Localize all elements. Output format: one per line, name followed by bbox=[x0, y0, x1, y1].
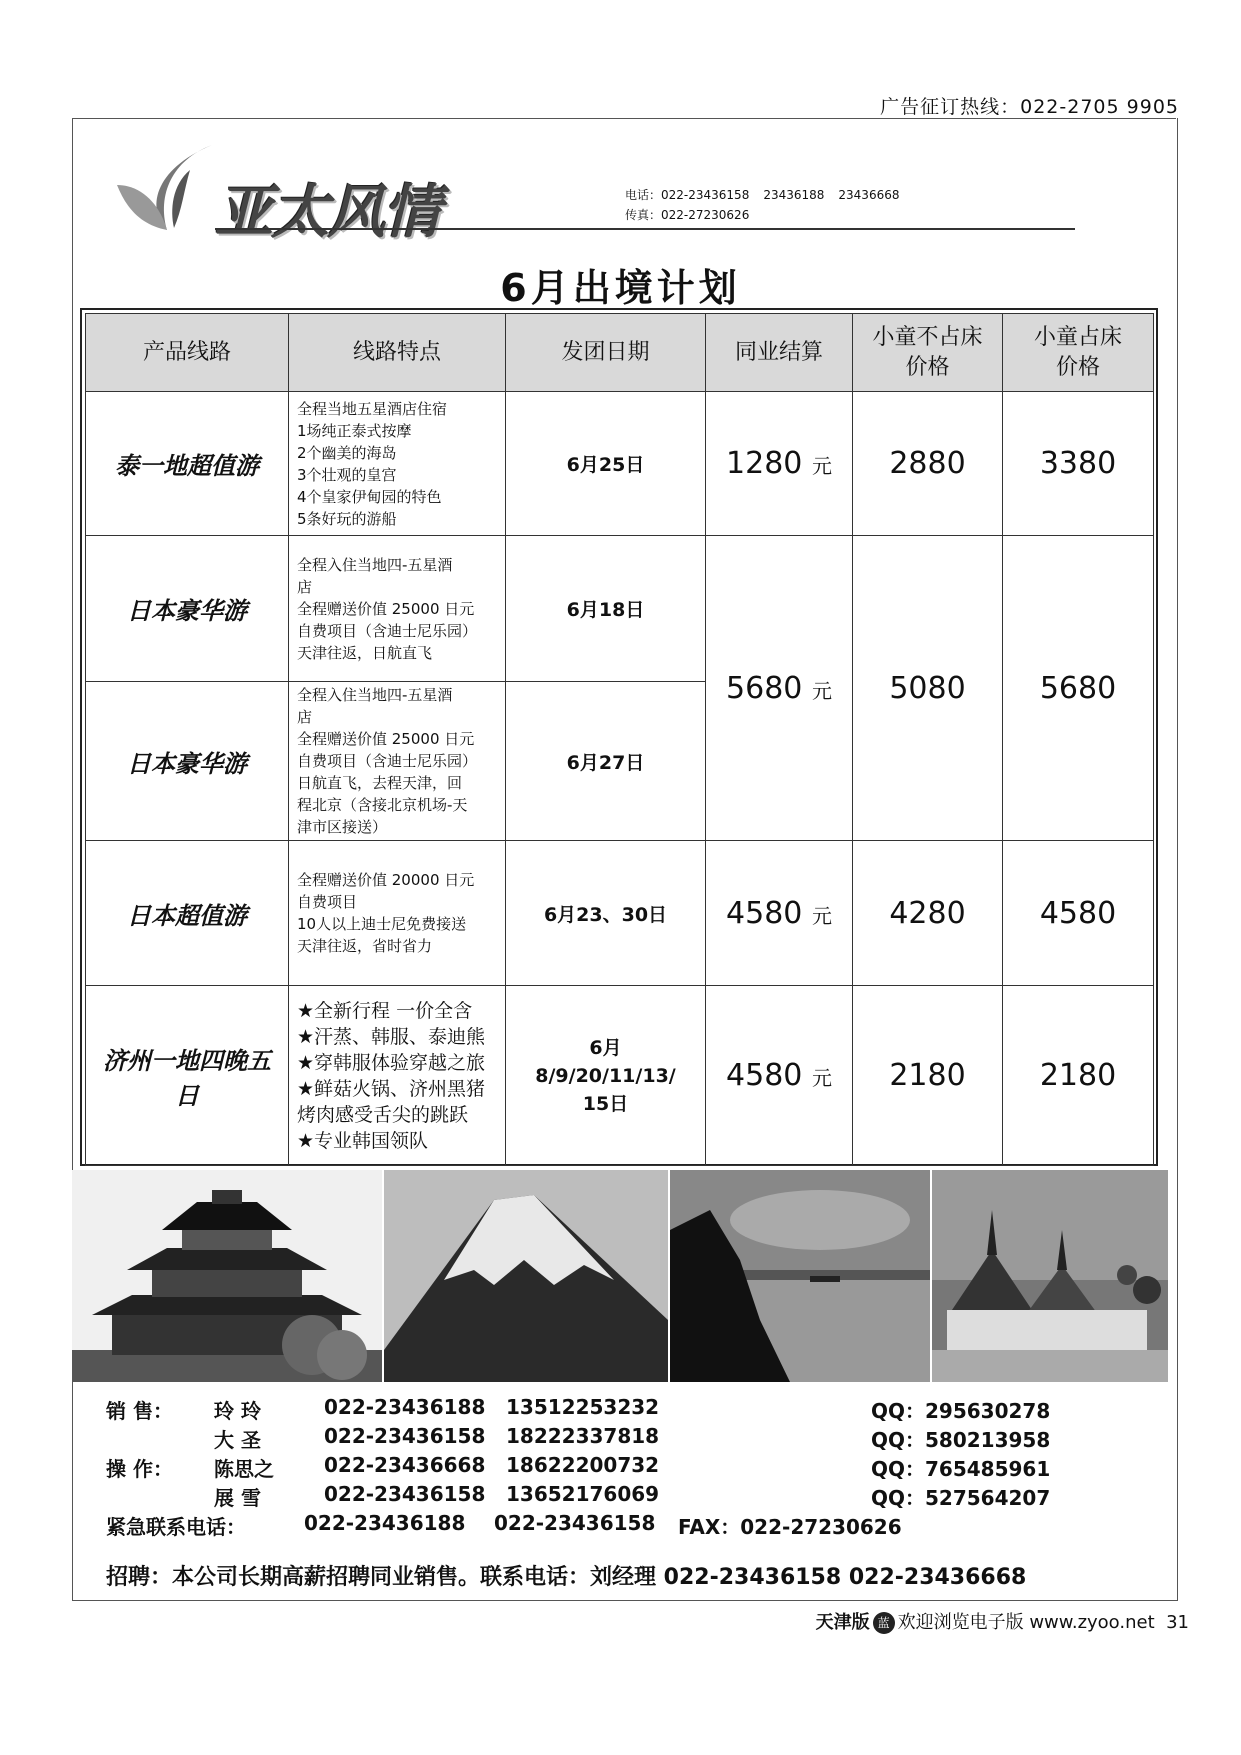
temple-icon bbox=[932, 1170, 1168, 1382]
contact-mobile: 13512253232 bbox=[506, 1395, 660, 1419]
feature-line: 全程当地五星酒店住宿 bbox=[297, 399, 448, 418]
feature-line: 全程赠送价值 25000 日元 bbox=[297, 730, 475, 748]
feature-line: 1场纯正泰式按摩 bbox=[297, 421, 412, 440]
emergency-label: 紧急联系电话： bbox=[106, 1515, 246, 1539]
temple-photo bbox=[932, 1170, 1168, 1382]
feature-line: 程北京（含接北京机场-天 bbox=[297, 796, 468, 814]
mountain-icon bbox=[384, 1170, 668, 1382]
contact-name: 大 圣 bbox=[214, 1428, 261, 1452]
price-value: 4580 bbox=[726, 1058, 803, 1093]
header-kid-no-bed: 小童不占床价格 bbox=[853, 314, 1003, 392]
kid-no-bed-price: 4280 bbox=[853, 841, 1003, 986]
departure-date: 6月23、30日 bbox=[506, 841, 706, 986]
contact-tel: 022-23436188 bbox=[324, 1395, 486, 1419]
contact-name: 展 雪 bbox=[214, 1486, 261, 1510]
header-date: 发团日期 bbox=[506, 314, 706, 392]
route-name: 泰一地超值游 bbox=[86, 392, 289, 536]
emergency-fax: FAX：022-27230626 bbox=[678, 1515, 902, 1539]
contact-qq: QQ：765485961 bbox=[871, 1457, 1051, 1481]
photo-strip bbox=[72, 1170, 1168, 1382]
feature-line: 全程赠送价值 25000 日元 bbox=[297, 599, 475, 618]
leaf-logo-icon bbox=[112, 140, 222, 235]
route-features bbox=[289, 986, 506, 1166]
ad-hotline: 广告征订热线：022-2705 9905 bbox=[880, 96, 1179, 118]
contact-qq: QQ：295630278 bbox=[871, 1399, 1051, 1423]
departure-date: 6月18日 bbox=[506, 536, 706, 682]
feature-line: 全程赠送价值 20000 日元 bbox=[297, 871, 475, 889]
contact-tel: 022-23436158 bbox=[324, 1424, 486, 1448]
feature-line: 天津往返，省时省力 bbox=[297, 937, 433, 955]
role-label: 销 售： bbox=[106, 1399, 173, 1423]
kid-bed-price: 4580 bbox=[1003, 841, 1154, 986]
feature-line: ★穿韩服体验穿越之旅 bbox=[297, 1051, 486, 1074]
route-name: 日本豪华游 bbox=[86, 682, 289, 841]
feature-line: ★全新行程 一价全含 bbox=[297, 999, 473, 1022]
feature-line: ★鲜菇火锅、济州黑猪烤肉感受舌尖的跳跃 bbox=[297, 1077, 486, 1126]
contact-info bbox=[625, 185, 913, 225]
recruitment-notice: 招聘：本公司长期高薪招聘同业销售。联系电话：刘经理 022-23436158 022-23436668 bbox=[106, 1565, 1027, 1590]
fax-line bbox=[625, 205, 913, 225]
route-features bbox=[289, 536, 506, 682]
trade-price bbox=[706, 392, 853, 536]
departure-date: 6月25日 bbox=[506, 392, 706, 536]
contact-mobile: 13652176069 bbox=[506, 1482, 660, 1506]
header-price: 同业结算 bbox=[706, 314, 853, 392]
feature-line: 4个皇家伊甸园的特色 bbox=[297, 487, 442, 506]
emergency-tel-2: 022-23436158 bbox=[494, 1511, 656, 1535]
price-value: 1280 bbox=[726, 446, 803, 481]
table-row bbox=[86, 392, 1154, 536]
phone-2: 23436188 bbox=[763, 188, 825, 202]
feature-line: 津市区接送） bbox=[297, 818, 388, 836]
header-kid-bed: 小童占床价格 bbox=[1003, 314, 1154, 392]
edition-label: 天津版 bbox=[815, 1612, 870, 1633]
page-number: 31 bbox=[1166, 1612, 1189, 1633]
feature-line: 店 bbox=[297, 577, 313, 596]
route-name: 日本豪华游 bbox=[86, 536, 289, 682]
route-features bbox=[289, 682, 506, 841]
feature-line: 5条好玩的游船 bbox=[297, 509, 397, 528]
price-unit: 元 bbox=[811, 903, 832, 928]
phone-3: 23436668 bbox=[838, 188, 900, 202]
kid-bed-price: 2180 bbox=[1003, 986, 1154, 1166]
feature-line: 天津往返，日航直飞 bbox=[297, 643, 433, 662]
feature-line: 全程入住当地四-五星酒 bbox=[297, 686, 453, 704]
kid-bed-price: 5680 bbox=[1003, 536, 1154, 841]
header-route: 产品线路 bbox=[86, 314, 289, 392]
route-features bbox=[289, 841, 506, 986]
brand-logo: 亚太风情 bbox=[215, 178, 440, 246]
contact-qq: QQ：580213958 bbox=[871, 1428, 1051, 1452]
contact-qq: QQ：527564207 bbox=[871, 1486, 1051, 1510]
footer-text: 欢迎浏览电子版 www.zyoo.net bbox=[897, 1612, 1155, 1633]
contact-mobile: 18222337818 bbox=[506, 1424, 660, 1448]
table-row bbox=[86, 986, 1154, 1166]
trade-price bbox=[706, 841, 853, 986]
feature-line: 全程入住当地四-五星酒 bbox=[297, 555, 453, 574]
trade-price bbox=[706, 536, 853, 841]
contact-name: 陈思之 bbox=[214, 1457, 274, 1481]
kid-no-bed-price: 5080 bbox=[853, 536, 1003, 841]
phone-1: 022-23436158 bbox=[661, 188, 750, 202]
phone-label: 电话： bbox=[625, 188, 662, 202]
fax-label: 传真： bbox=[625, 208, 662, 222]
contact-mobile: 18622200732 bbox=[506, 1453, 660, 1477]
mountain-photo bbox=[384, 1170, 668, 1382]
price-value: 5680 bbox=[726, 670, 803, 706]
price-unit: 元 bbox=[811, 454, 832, 478]
contact-name: 玲 玲 bbox=[214, 1399, 261, 1423]
contact-tel: 022-23436158 bbox=[324, 1482, 486, 1506]
header-features: 线路特点 bbox=[289, 314, 506, 392]
castle-icon bbox=[72, 1170, 382, 1382]
fax-number: 022-27230626 bbox=[661, 208, 750, 222]
route-features bbox=[289, 392, 506, 536]
feature-line: 2个幽美的海岛 bbox=[297, 443, 397, 462]
table-row bbox=[86, 841, 1154, 986]
departure-date: 6月 8/9/20/11/13/ 15日 bbox=[506, 986, 706, 1166]
itinerary-table bbox=[80, 308, 1158, 1166]
feature-line: ★汗蒸、韩服、泰迪熊 bbox=[297, 1025, 486, 1048]
logo-rule bbox=[215, 228, 1075, 230]
route-name: 济州一地四晚五日 bbox=[86, 986, 289, 1166]
route-name: 日本超值游 bbox=[86, 841, 289, 986]
kid-bed-price: 3380 bbox=[1003, 392, 1154, 536]
contact-tel: 022-23436668 bbox=[324, 1453, 486, 1477]
feature-line: 10人以上迪士尼免费接送 bbox=[297, 915, 467, 933]
table-row bbox=[86, 536, 1154, 682]
page-footer bbox=[816, 1608, 1189, 1634]
feature-line: 3个壮观的皇宫 bbox=[297, 465, 397, 484]
feature-line: 自费项目 bbox=[297, 893, 358, 911]
feature-line: 店 bbox=[297, 708, 313, 726]
trade-price bbox=[706, 986, 853, 1166]
seaside-photo bbox=[670, 1170, 930, 1382]
feature-line: 日航直飞，去程天津，回 bbox=[297, 774, 463, 792]
kid-no-bed-price: 2180 bbox=[853, 986, 1003, 1166]
castle-photo bbox=[72, 1170, 382, 1382]
price-value: 4580 bbox=[726, 895, 803, 931]
seaside-icon bbox=[670, 1170, 930, 1382]
price-unit: 元 bbox=[811, 1066, 832, 1090]
feature-line: 自费项目（含迪士尼乐园） bbox=[297, 621, 478, 640]
feature-line: ★专业韩国领队 bbox=[297, 1129, 429, 1152]
price-unit: 元 bbox=[811, 678, 832, 703]
table-header-row bbox=[86, 314, 1154, 392]
page-title: 6月出境计划 bbox=[500, 266, 741, 310]
emergency-tel-1: 022-23436188 bbox=[304, 1511, 466, 1535]
role-label: 操 作： bbox=[106, 1457, 173, 1481]
edition-badge-icon: 蓝 bbox=[873, 1612, 895, 1634]
departure-date: 6月27日 bbox=[506, 682, 706, 841]
kid-no-bed-price: 2880 bbox=[853, 392, 1003, 536]
feature-line: 自费项目（含迪士尼乐园） bbox=[297, 752, 478, 770]
phone-line bbox=[625, 185, 913, 205]
